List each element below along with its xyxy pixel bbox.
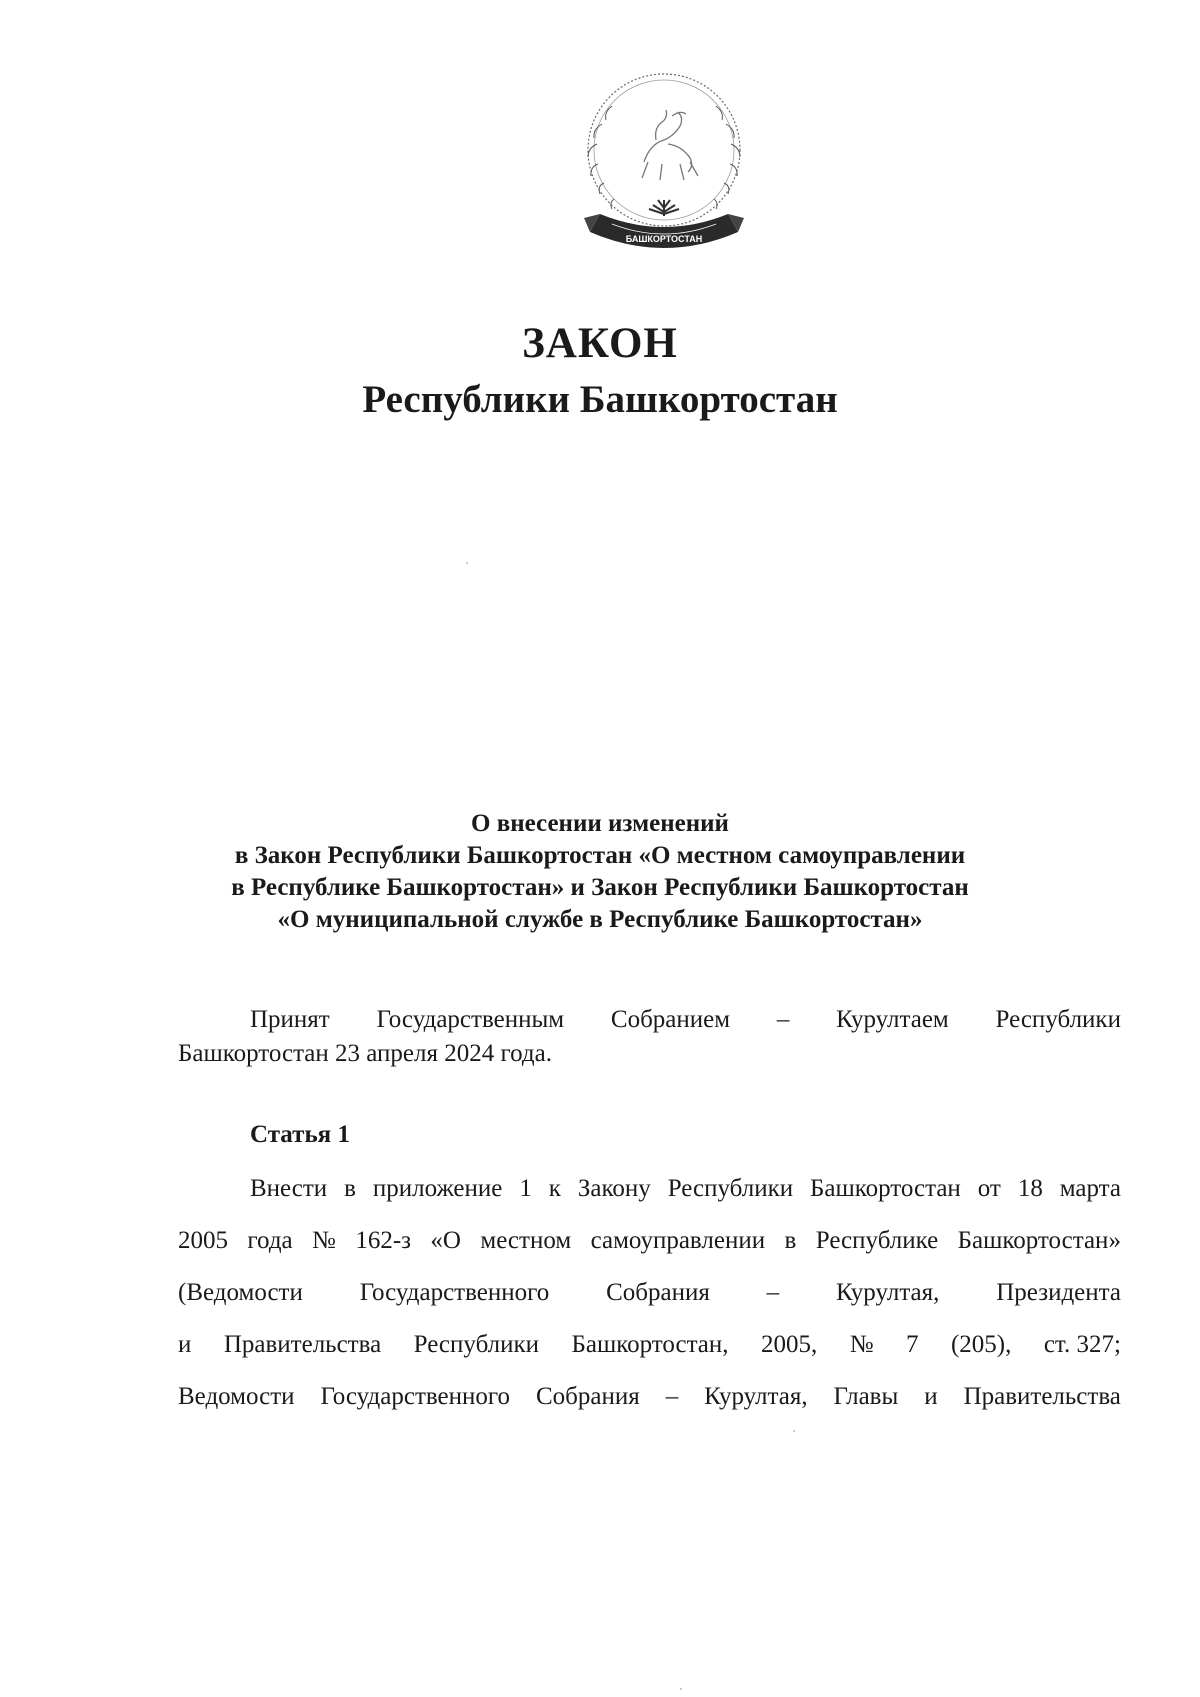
adoption-statement: [178, 1003, 1121, 1071]
word: ст. 327;: [1043, 1331, 1121, 1358]
word: самоуправлении: [590, 1227, 766, 1254]
body-line: [178, 1371, 1121, 1423]
word: Собрания: [536, 1383, 640, 1410]
body-line: [178, 1163, 1121, 1215]
word: 1: [519, 1175, 532, 1202]
article-body: [178, 1163, 1121, 1423]
word: Курултая,: [835, 1279, 940, 1306]
word: №: [312, 1227, 336, 1254]
word: в: [344, 1175, 356, 1202]
word: Республики: [413, 1331, 540, 1358]
body-line: [178, 1319, 1121, 1371]
law-subject: [0, 808, 1200, 936]
word: 2005,: [760, 1331, 818, 1358]
scan-speck: [466, 562, 468, 564]
word: Президента: [996, 1279, 1121, 1306]
subject-line: «О муниципальной службе в Республике Башкортостан»: [277, 906, 923, 933]
word: Внести: [250, 1175, 328, 1202]
word: 7: [906, 1331, 919, 1358]
word: Государственного: [359, 1279, 550, 1306]
word: Башкортостан: [810, 1175, 961, 1202]
word: и: [178, 1331, 192, 1358]
word: местном: [480, 1227, 572, 1254]
word: Республики: [995, 1006, 1121, 1033]
word: Башкортостан,: [571, 1331, 729, 1358]
word: марта: [1059, 1175, 1121, 1202]
word: Принят: [250, 1006, 330, 1033]
word: Собранием: [610, 1006, 731, 1033]
word: Башкортостан»: [957, 1227, 1121, 1254]
word: года: [247, 1227, 293, 1254]
scan-speck: [793, 1430, 795, 1432]
title-main: ЗАКОН: [522, 320, 678, 367]
word: Курултая,: [704, 1383, 808, 1410]
body-line: [178, 1267, 1121, 1319]
title-sub: Республики Башкортостан: [362, 378, 838, 421]
word: Государственным: [376, 1006, 565, 1033]
body-line: [178, 1215, 1121, 1267]
scan-speck: [680, 1688, 682, 1690]
word: –: [776, 1006, 790, 1033]
word: Собрания: [606, 1279, 710, 1306]
word: Республике: [815, 1227, 939, 1254]
word: (Ведомости: [178, 1279, 303, 1306]
law-title: [0, 318, 1200, 426]
ribbon-text: БАШКОРТОСТАН: [625, 234, 703, 244]
article-heading: Статья 1: [250, 1121, 350, 1148]
word: от: [977, 1175, 1001, 1202]
word: Закону: [577, 1175, 651, 1202]
word: 162-з: [355, 1227, 412, 1254]
word: Главы: [833, 1383, 899, 1410]
subject-line: в Республике Башкортостан» и Закон Республики Башкортостан: [231, 874, 969, 901]
word: 18: [1017, 1175, 1043, 1202]
word: Государственного: [320, 1383, 511, 1410]
word: и: [924, 1383, 938, 1410]
word: Правительства: [963, 1383, 1121, 1410]
word: №: [849, 1331, 874, 1358]
word: приложение: [372, 1175, 503, 1202]
word: к: [548, 1175, 561, 1202]
word: Курултаем: [836, 1006, 949, 1033]
word: Правительства: [223, 1331, 382, 1358]
word: 2005: [178, 1227, 228, 1254]
word: Республики: [667, 1175, 794, 1202]
subject-line: в Закон Республики Башкортостан «О местном самоуправлении: [234, 842, 966, 869]
subject-line: О внесении изменений: [471, 810, 729, 837]
word: в: [784, 1227, 797, 1254]
word: –: [665, 1383, 679, 1410]
word: (205),: [950, 1331, 1012, 1358]
coat-of-arms-icon: [572, 66, 756, 260]
word: Ведомости: [178, 1383, 295, 1410]
word: –: [766, 1279, 780, 1306]
adoption-date-line: Башкортостан 23 апреля 2024 года.: [178, 1040, 552, 1067]
word: «О: [430, 1227, 461, 1254]
